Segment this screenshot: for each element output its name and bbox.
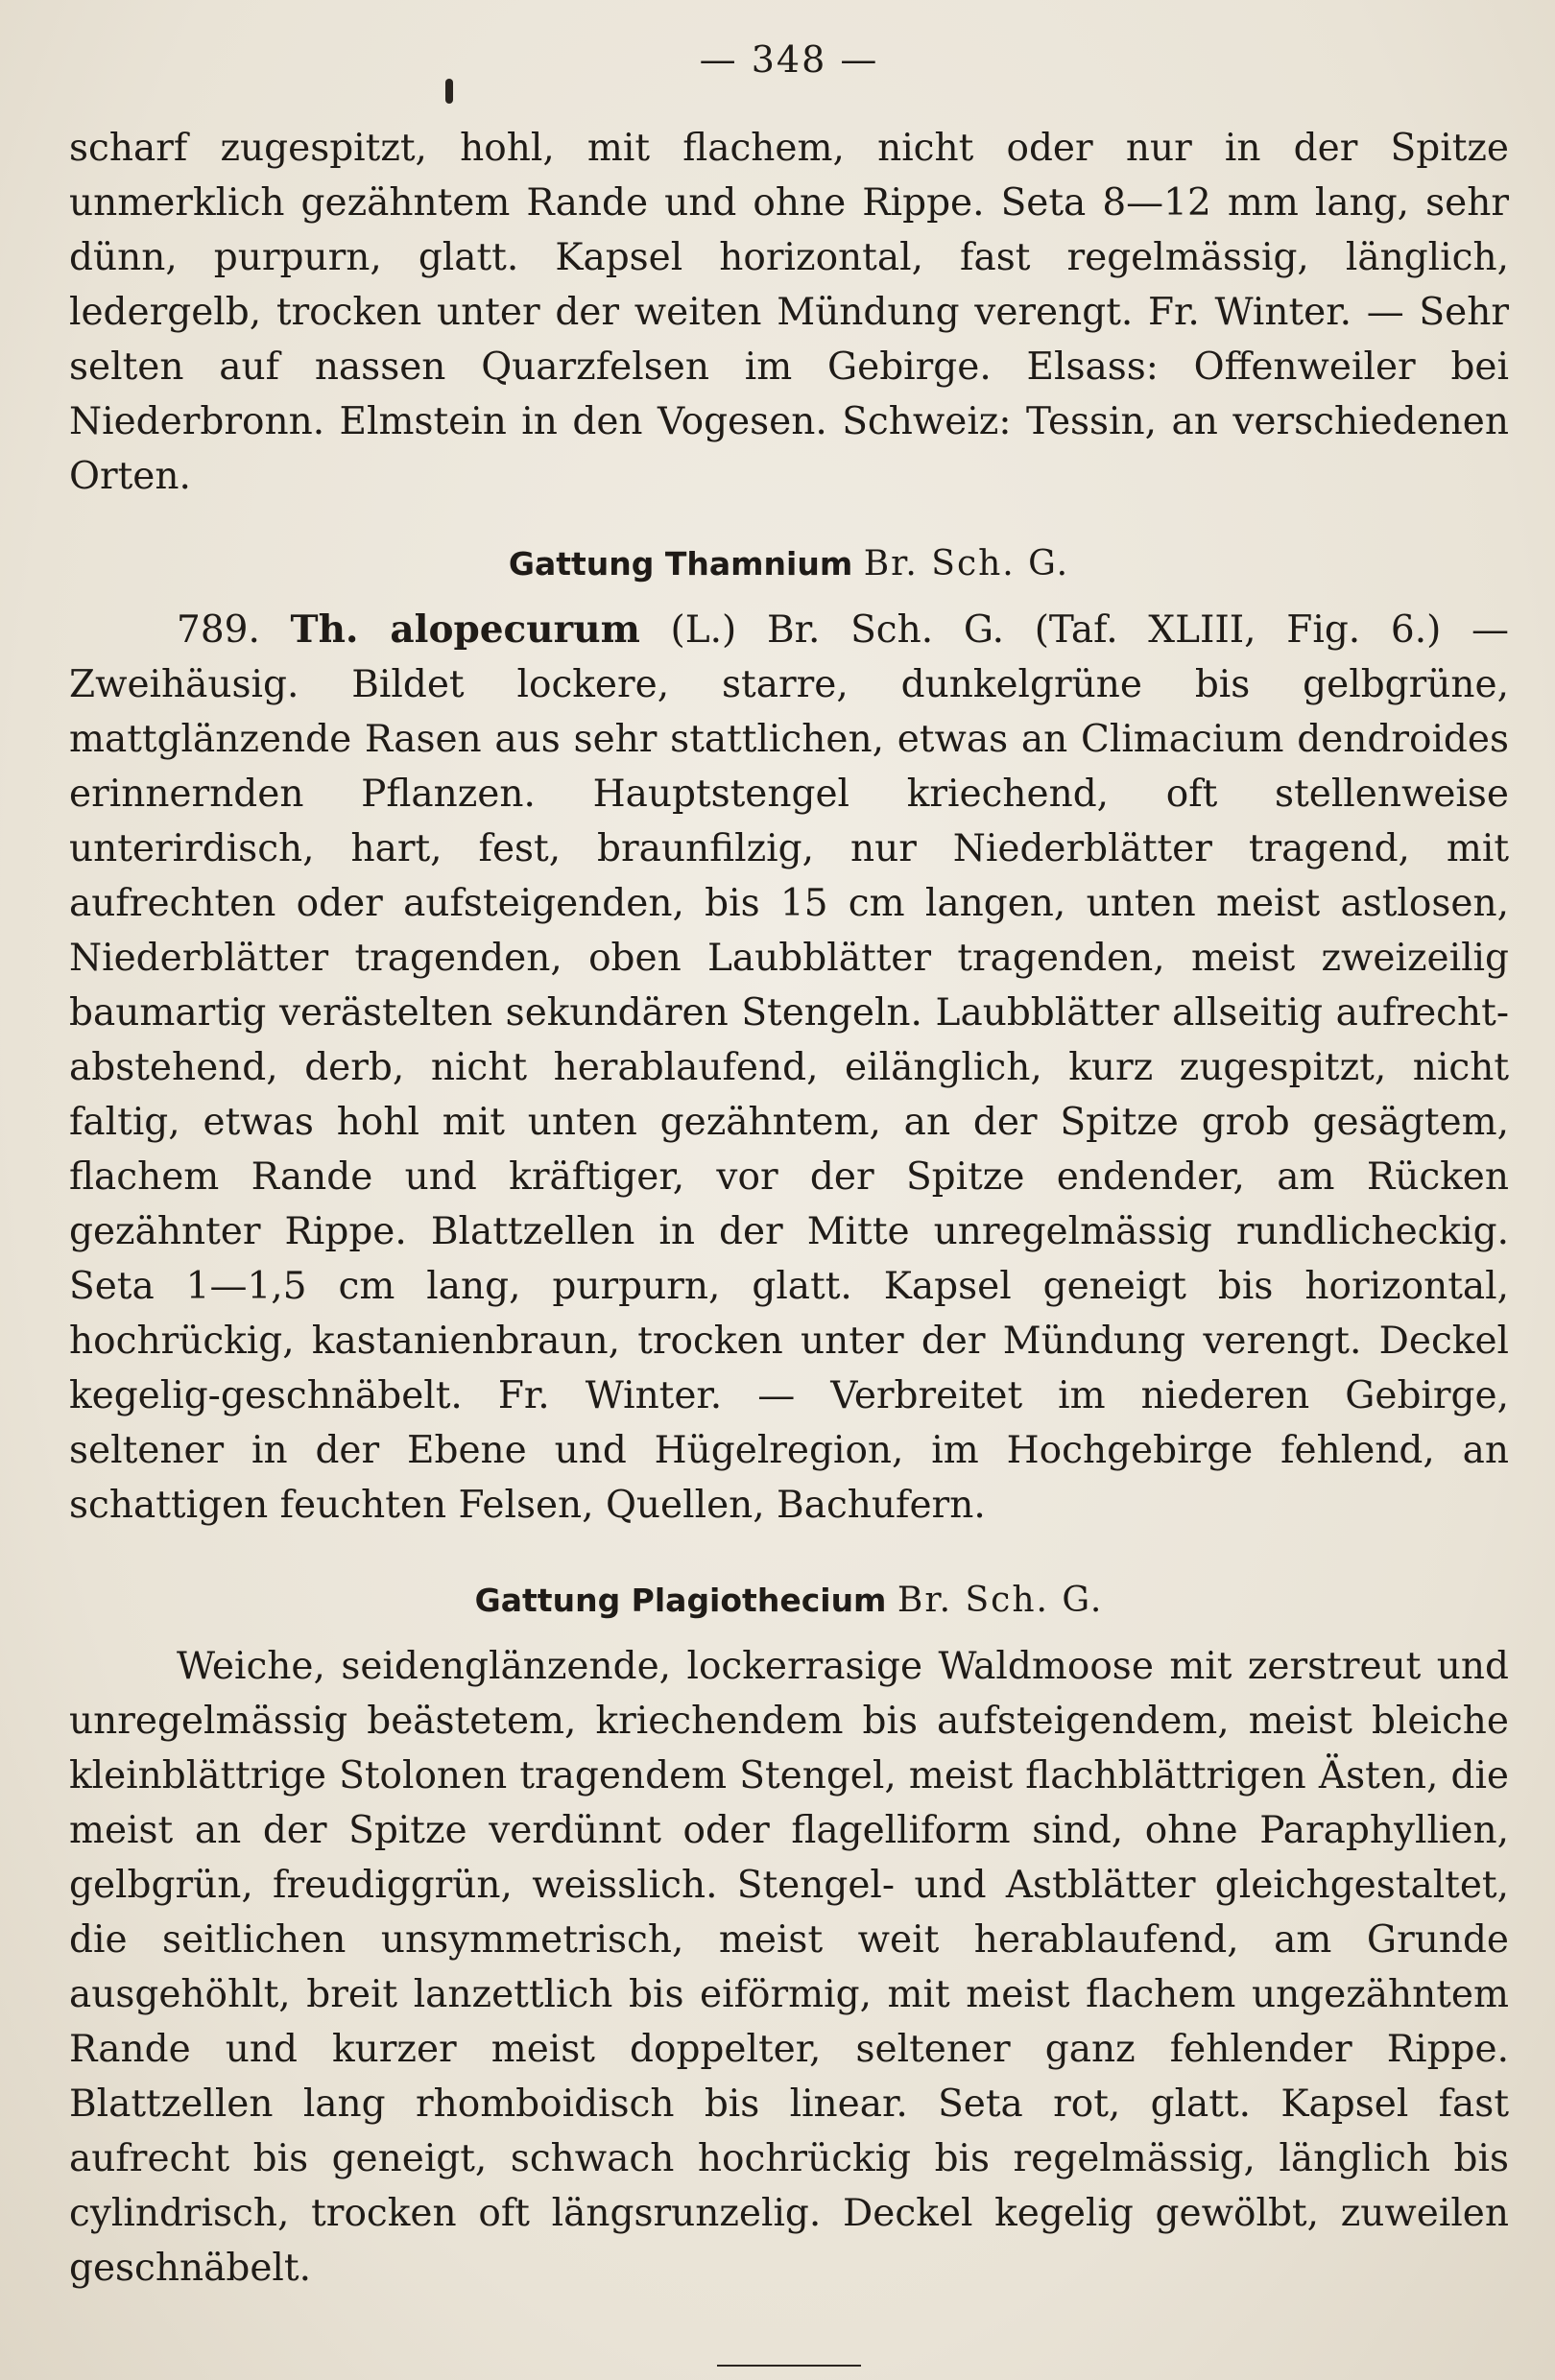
- intro-paragraph: scharf zugespitzt, hohl, mit flachem, nicht oder nur in der Spitze unmerklich gezähntem Rande und ohne Rippe. Seta 8—12 mm lang, sehr dünn, purpurn, glatt. Kapsel horizontal, fast regelmässig, länglich, ledergelb, trocken unter der weiten Mündung verengt. Fr. Winter. — Sehr selten auf nassen Quarzfelsen im Gebirge. Elsass: Offenweiler bei Niederbronn. Elmstein in den Vogesen. Schweiz: Tessin, an verschiedenen Orten.: [69, 127, 1509, 498]
- species-789-paragraph: [69, 603, 1509, 1533]
- genus-author: Br. Sch. G.: [897, 1581, 1104, 1620]
- plagiothecium-paragraph: Weiche, seidenglänzende, lockerrasige Waldmoose mit zerstreut und unregelmässig beästetem, kriechendem bis aufsteigendem, meist bleiche kleinblättrige Stolonen tragendem Stengel, meist flachblättrigen Ästen, die meist an der Spitze verdünnt oder flagelliform sind, ohne Paraphyllien, gelbgrün, freudiggrün, weisslich. Stengel- und Astblätter gleichgestaltet, die seitlichen unsymmetrisch, meist weit herablaufend, am Grunde ausgehöhlt, breit lanzettlich bis eiförmig, mit meist flachem ungezähntem Rande und kurzer meist doppelter, seltener ganz fehlender Rippe. Blattzellen lang rhomboidisch bis linear. Seta rot, glatt. Kapsel fast aufrecht bis geneigt, schwach hochrückig bis regelmässig, länglich bis cylindrisch, trocken oft längsrunzelig. Deckel kegelig gewölbt, zuweilen geschnäbelt.: [69, 1645, 1509, 2290]
- species-name: Th. alopecurum: [290, 607, 640, 652]
- genus-author: Br. Sch. G.: [863, 544, 1070, 583]
- end-rule: [717, 2365, 861, 2367]
- genus-heading-plagiothecium: [69, 1581, 1509, 1620]
- genus-name: Gattung Plagiothecium: [474, 1582, 887, 1619]
- book-page: [69, 38, 1509, 2342]
- species-description: (L.) Br. Sch. G. (Taf. XLIII, Fig. 6.) — Zweihäusig. Bildet lockere, starre, dunkelgrüne bis gelbgrüne, mattglänzende Rasen aus sehr stattlichen, etwas an Climacium dendroides erinnernden Pflanzen. Hauptstengel kriechend, oft stellenweise unterirdisch, hart, fest, braunfilzig, nur Niederblätter tragend, mit aufrechten oder aufsteigenden, bis 15 cm langen, unten meist astlosen, Niederblätter tragenden, oben Laubblätter tragenden, meist zweizeilig baumartig verästelten sekundären Stengeln. Laubblätter allseitig aufrecht-abstehend, derb, nicht herablaufend, eilänglich, kurz zugespitzt, nicht faltig, etwas hohl mit unten gezähntem, an der Spitze grob gesägtem, flachem Rande und kräftiger, vor der Spitze endender, am Rücken gezähnter Rippe. Blattzellen in der Mitte unregelmässig rundlicheckig. Seta 1—1,5 cm lang, purpurn, glatt. Kapsel geneigt bis horizontal, hochrückig, kastanienbraun, trocken unter der Mündung verengt. Deckel kegelig-geschnäbelt. Fr. Winter. — Verbreitet im niederen Gebirge, seltener in der Ebene und Hügelregion, im Hochgebirge fehlend, an schattigen feuchten Felsen, Quellen, Bachufern.: [69, 608, 1509, 1527]
- genus-heading-thamnium: [69, 544, 1509, 583]
- page-number: — 348 —: [699, 38, 879, 81]
- genus-name: Gattung Thamnium: [508, 545, 853, 583]
- species-number: 789.: [177, 608, 260, 652]
